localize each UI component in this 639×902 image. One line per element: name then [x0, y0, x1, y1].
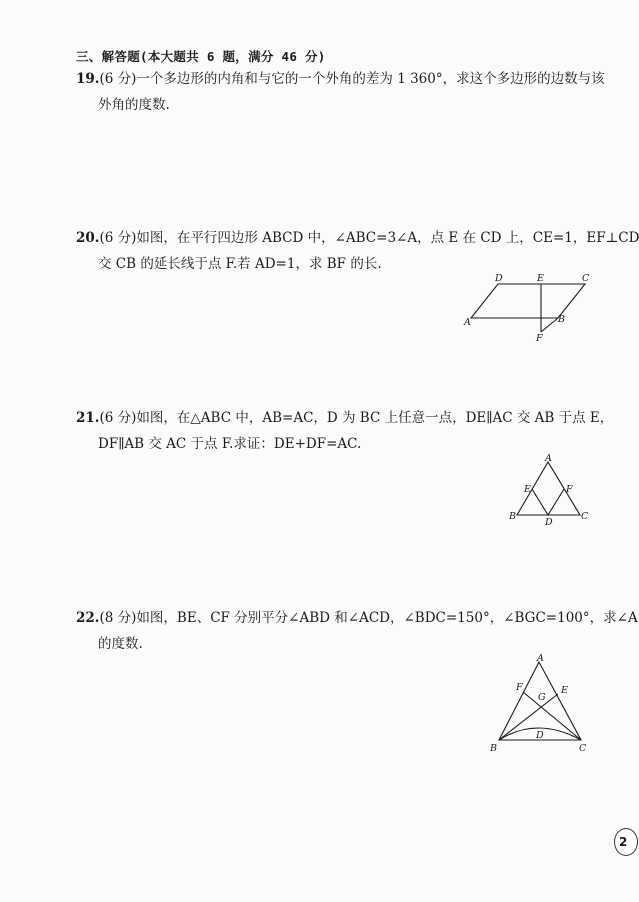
problem-text: (6 分)如图，在平行四边形 ABCD 中，∠ABC=3∠A，点 E 在 CD 上，CE=1，EF⊥CD	[99, 230, 639, 246]
label-c: C	[582, 273, 590, 284]
figure-angle-bisectors	[485, 648, 595, 758]
label-e: E	[561, 685, 568, 696]
problem-number: 19.	[76, 71, 100, 87]
problem-20-line-1	[76, 225, 639, 251]
problem-19-line-1	[76, 66, 605, 92]
figure-parallelogram	[455, 270, 605, 345]
segment-bf	[541, 318, 558, 332]
label-e: E	[524, 484, 531, 495]
problem-19-line-2: 外角的度数.	[98, 97, 170, 113]
section-header: 三、解答题(本大题共 6 题，满分 46 分)	[76, 49, 326, 64]
page-number-badge: 2	[614, 828, 638, 856]
problem-20-line-2: 交 CB 的延长线于点 F.若 AD=1，求 BF 的长.	[98, 256, 382, 272]
label-c: C	[579, 743, 587, 754]
parallelogram-abcd	[471, 284, 585, 318]
label-b: B	[490, 743, 497, 754]
label-f: F	[536, 333, 543, 344]
problem-text: (6 分)一个多边形的内角和与它的一个外角的差为 1 360°，求这个多边形的边数与该	[99, 71, 605, 87]
problem-21-line-1	[76, 405, 614, 431]
label-a: A	[464, 317, 471, 328]
label-b: B	[509, 511, 516, 522]
label-a: A	[537, 653, 544, 664]
problem-19	[76, 66, 605, 118]
label-e: E	[537, 273, 544, 284]
problem-21-line-2: DF∥AB 交 AC 于点 F.求证：DE+DF=AC.	[98, 436, 362, 452]
problem-text: (6 分)如图，在△ABC 中，AB=AC，D 为 BC 上任意一点，DE∥AC 交 AB 于点 E，	[99, 410, 614, 426]
label-a: A	[545, 453, 552, 464]
label-d: D	[545, 517, 553, 528]
problem-22-line-2: 的度数.	[98, 636, 143, 652]
label-g: G	[538, 692, 546, 703]
label-c: C	[581, 511, 589, 522]
segment-be	[499, 694, 558, 740]
problem-21	[76, 405, 614, 457]
label-b: B	[558, 314, 565, 325]
label-f: F	[516, 682, 523, 693]
figure-isosceles-triangle	[505, 452, 590, 527]
label-d: D	[495, 273, 503, 284]
problem-number: 22.	[76, 610, 100, 626]
problem-number: 20.	[76, 230, 100, 246]
label-d: D	[536, 730, 544, 741]
segments-de-df	[532, 489, 564, 515]
problem-text: (8 分)如图，BE、CF 分别平分∠ABD 和∠ACD，∠BDC=150°，∠BGC=100°，求∠A	[99, 610, 638, 626]
problem-number: 21.	[76, 410, 100, 426]
problem-22-line-1	[76, 605, 638, 631]
label-f: F	[566, 484, 573, 495]
